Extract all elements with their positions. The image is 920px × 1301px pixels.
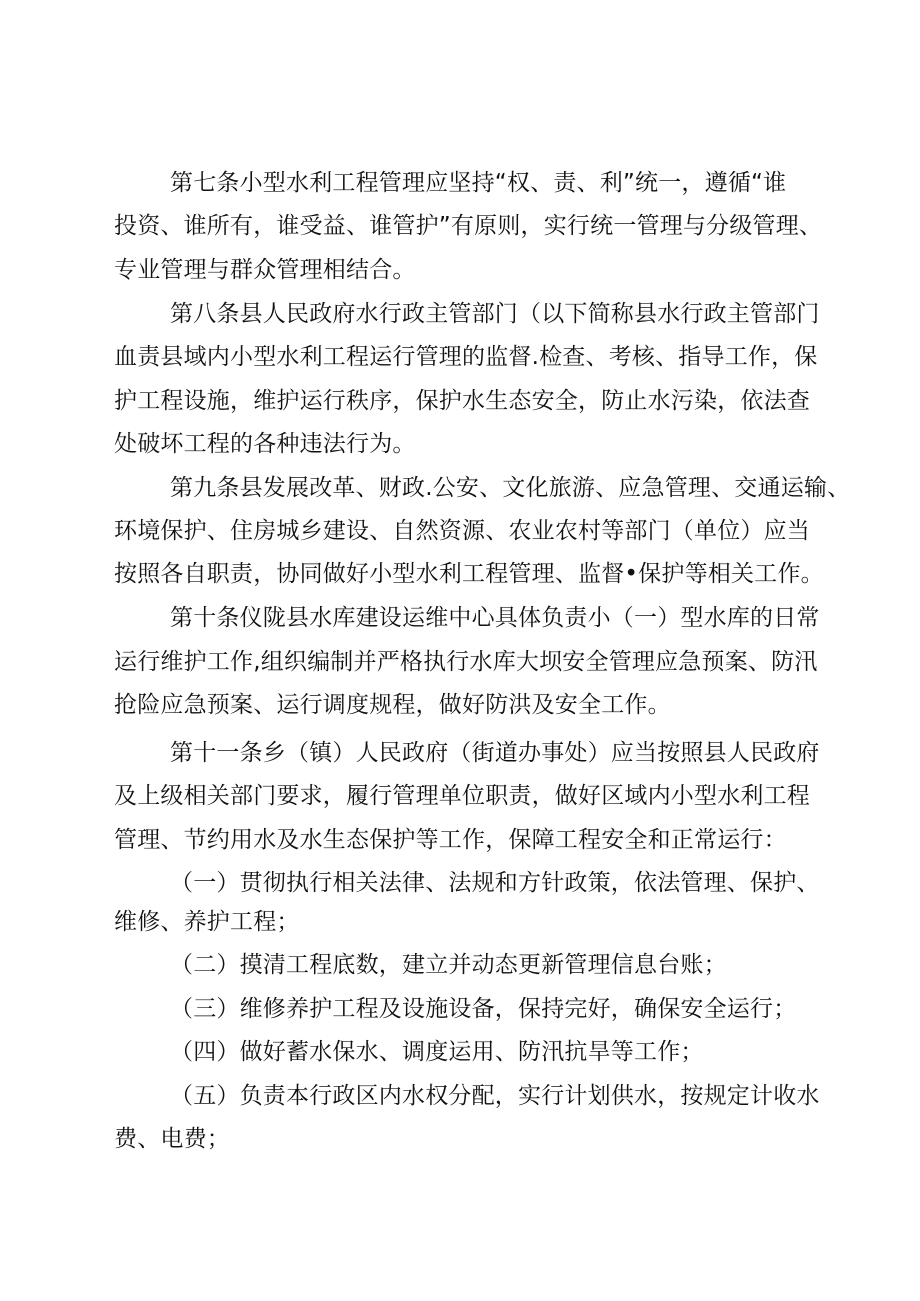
article-9-line-1: 第九条县发展改革、财政.公安、文化旅游、应急管理、交通运输、: [170, 475, 851, 501]
item-1-line-2: 维修、养护工程；: [114, 909, 300, 935]
article-10-line-2: 运行维护工作,组织编制并严格执行水库大坝安全管理应急预案、防汛: [114, 649, 818, 675]
article-11-line-2: 及上级相关部门要求，履行管理单位职责，做好区域内小型水利工程: [114, 783, 810, 809]
item-2-line-1: （二）摸清工程底数，建立并动态更新管理信息台账；: [170, 952, 727, 978]
article-11-line-3: 管理、节约用水及水生态保护等工作，保障工程安全和正常运行：: [114, 827, 787, 853]
article-9-line-2: 环境保护、住房城乡建设、自然资源、农业农村等部门（单位）应当: [114, 518, 810, 544]
article-11-line-1: 第十一条乡（镇）人民政府（街道办事处）应当按照县人民政府: [170, 740, 820, 766]
article-8-line-3: 护工程设施，维护运行秩序，保护水生态安全，防止水污染，依法查: [114, 388, 810, 414]
article-7-line-1: 第七条小型水利工程管理应坚持“权、责、利”统一，遵循“谁: [170, 170, 787, 196]
article-7-line-3: 专业管理与群众管理相结合。: [114, 257, 416, 283]
article-7-line-2: 投资、谁所有，谁受益、谁管护”有原则，实行统一管理与分级管理、: [114, 213, 823, 239]
article-8-line-2: 血责县域内小型水利工程运行管理的监督.检查、考核、指导工作，保: [114, 344, 818, 370]
item-4-line-1: （四）做好蓄水保水、调度运用、防汛抗旱等工作；: [170, 1039, 704, 1065]
article-10-line-1: 第十条仪陇县水库建设运维中心具体负责小（一）型水库的日常: [170, 605, 820, 631]
article-8-line-1: 第八条县人民政府水行政主管部门（以下简称县水行政主管部门: [170, 301, 820, 327]
item-5-line-1: （五）负责本行政区内水权分配，实行计划供水，按规定计收水: [170, 1083, 820, 1109]
item-3-line-1: （三）维修养护工程及设施设备，保持完好，确保安全运行；: [170, 996, 797, 1022]
item-5-line-2: 费、电费；: [114, 1126, 230, 1152]
article-10-line-3: 抢险应急预案、运行调度规程，做好防洪及安全工作。: [114, 692, 671, 718]
article-8-line-4: 处破坏工程的各种违法行为。: [114, 431, 416, 457]
item-1-line-1: （一）贯彻执行相关法律、法规和方针政策，依法管理、保护、: [170, 870, 820, 896]
article-9-line-3: 按照各自职责，协同做好小型水利工程管理、监督•保护等相关工作。: [114, 561, 824, 587]
